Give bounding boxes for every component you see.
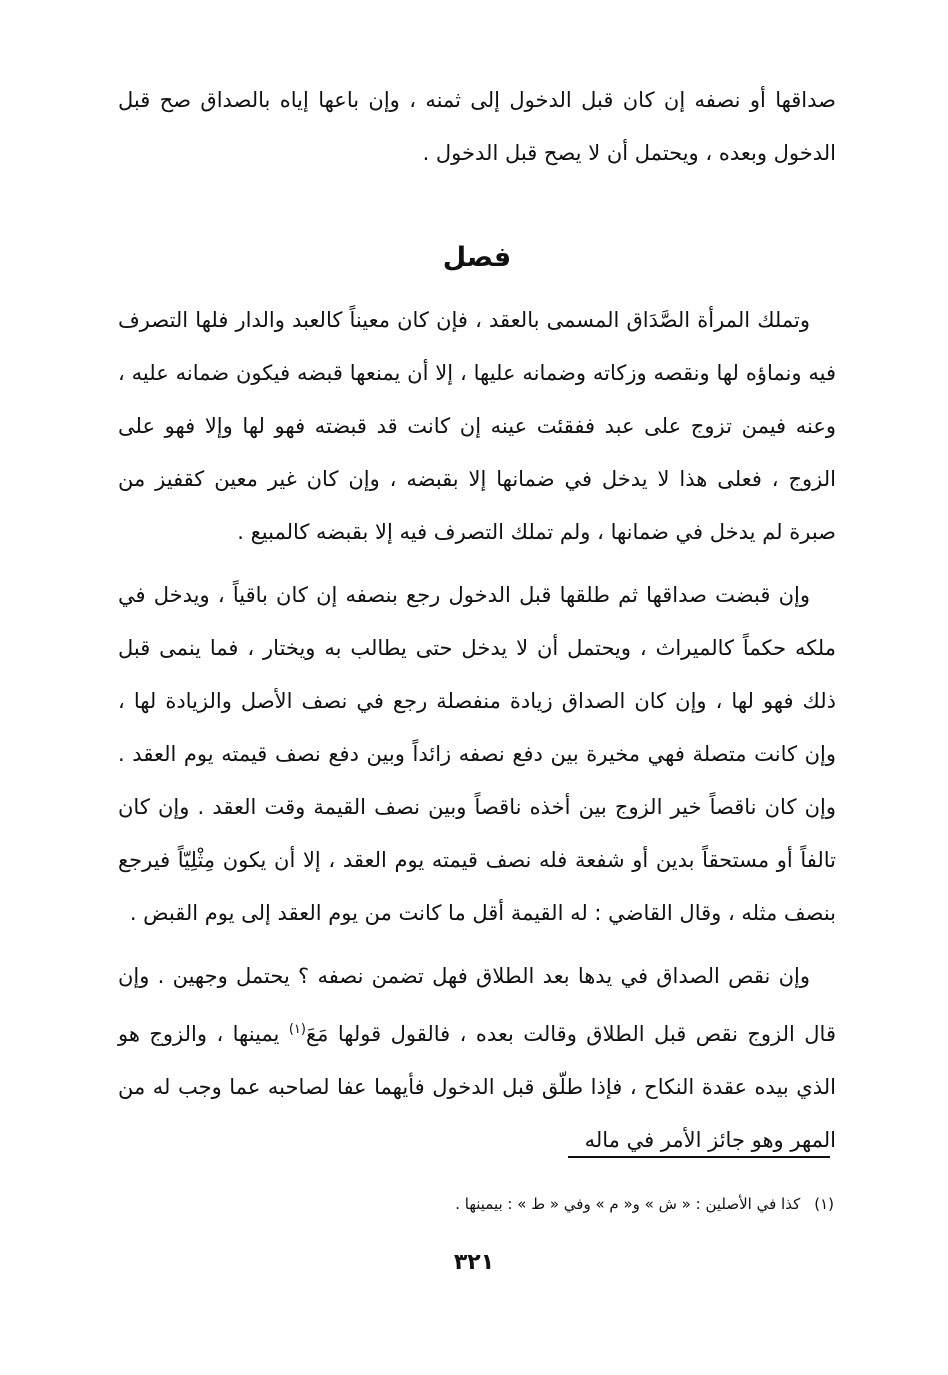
page-number: ٣٢١ <box>453 1250 495 1275</box>
footnote <box>118 1190 834 1218</box>
footnote-number: (١) <box>814 1195 834 1213</box>
paragraph: وتملك المرأة الصَّدَاق المسمى بالعقد ، فإن كان معيناً كالعبد والدار فلها التصرف فيه ونماؤه لها ونقصه وزكاته وضمانه عليها ، إلا أن يمنعها قبضه فيكون ضمانه عليه ، وعنه فيمن تزوج على عبد ففقئت عينه إن كانت قد قبضته فهو لها وإلا فهو على الزوج ، فعلى هذا لا يدخل في ضمانها إلا بقبضه ، وإن كان غير معين كقفيز من صبرة لم يدخل في ضمانها ، ولم تملك التصرف فيه إلا بقبضه كالمبيع . <box>118 308 836 544</box>
paragraph-continuation: صداقها أو نصفه إن كان قبل الدخول إلى ثمنه ، وإن باعها إياه بالصداق صح قبل الدخول وبعده ، ويحتمل أن لا يصح قبل الدخول . <box>118 88 836 165</box>
paragraph-text: وإن نقص الصداق في يدها بعد الطلاق فهل تضمن نصفه ؟ يحتمل وجهين . وإن قال الزوج نقص قبل الطلاق وقالت بعده ، فالقول قولها مَعَ <box>118 964 836 1046</box>
paragraph-text: يمينها ، والزوج هو الذي بيده عقدة النكاح ، فإذا طلّق قبل الدخول فأيهما عفا لصاحبه عما وجب له من المهر وهو جائز الأمر في ماله <box>118 1022 836 1152</box>
paragraph <box>118 950 836 1167</box>
paragraph: وإن قبضت صداقها ثم طلقها قبل الدخول رجع بنصفه إن كان باقياً ، ويدخل في ملكه حكماً كالميراث ، ويحتمل أن لا يدخل حتى يطالب به ويختار ، فما ينمى قبل ذلك فهو لها ، وإن كان الصداق زيادة منفصلة رجع في نصف الأصل والزيادة لها ، وإن كانت متصلة فهي مخيرة بين دفع نصفه زائداً وبين دفع نصف قيمته يوم العقد . وإن كان ناقصاً خير الزوج بين أخذه ناقصاً وبين نصف القيمة وقت العقد . وإن كان تالفاً أو مستحقاً بدين أو شفعة فله نصف قيمته يوم العقد ، إلا أن يكون مِثْلِيّاً فيرجع بنصف مثله ، وقال القاضي : له القيمة أقل ما كانت من يوم العقد إلى يوم القبض . <box>118 583 836 925</box>
footnote-text: كذا في الأصلين : « ش » و« م » وفي « ط » : بيمينها . <box>455 1195 801 1213</box>
footnote-divider <box>568 1156 830 1158</box>
section-heading: فصل <box>442 242 512 273</box>
footnote-marker: (١) <box>288 1022 306 1037</box>
